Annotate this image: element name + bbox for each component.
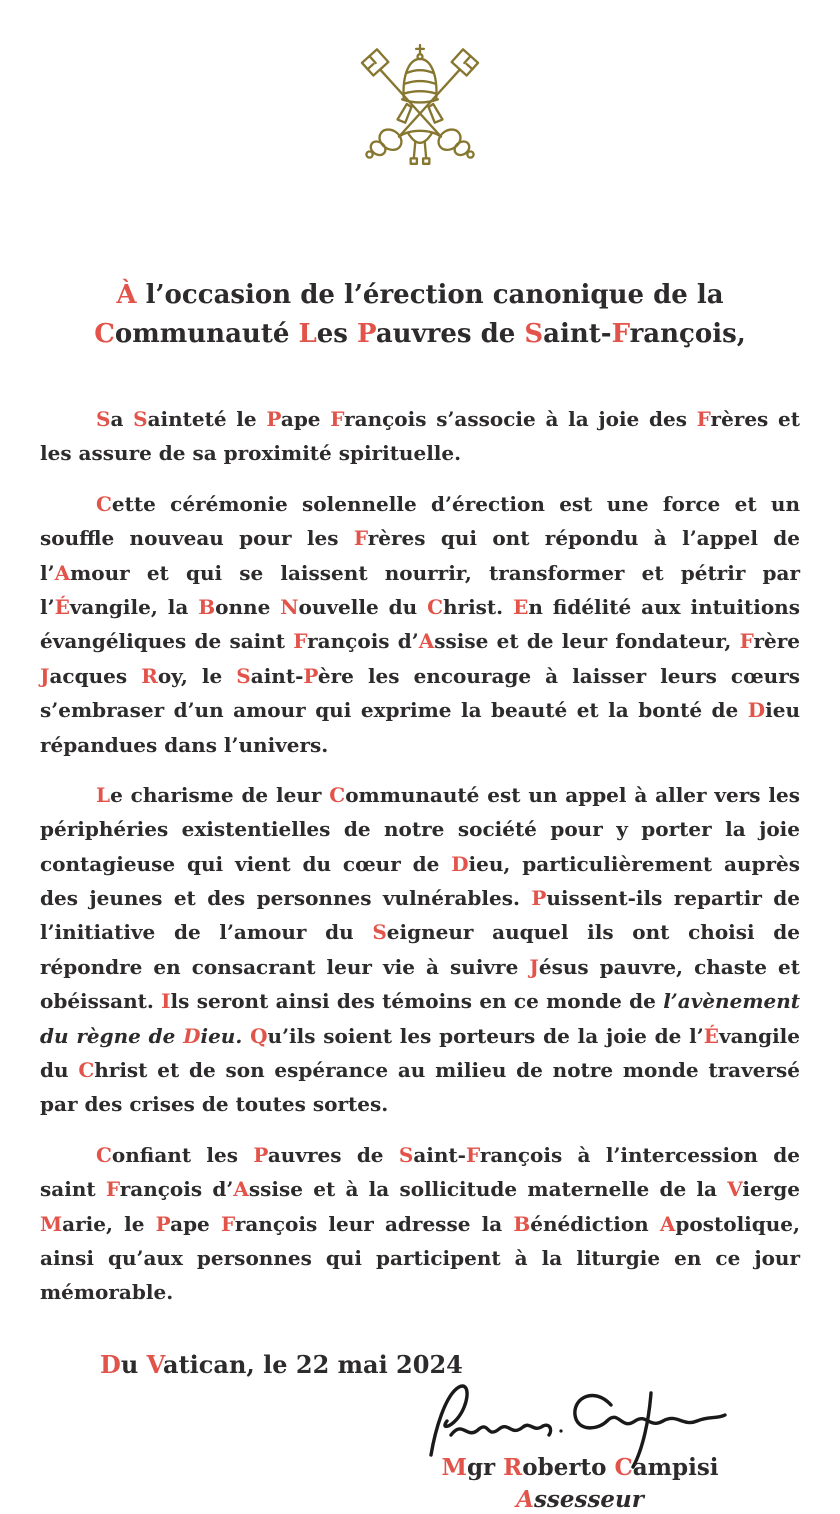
letter-title: À l’occasion de l’érection canonique de la Communauté Les Pauvres de Saint-François,: [94, 280, 746, 349]
letter-paragraph-3: Le charisme de leur Communauté est un appel à aller vers les périphéries existentielles de notre société pour y porter la joie contagieuse qui vient du cœur de Dieu, particulièrement auprès des jeunes et des personnes vulnérables. Puissent-ils repartir de l’initiative de l’amour du Seigneur auquel ils ont choisi de répondre en consacrant leur vie à suivre Jésus pauvre, chaste et obéissant. Ils seront ainsi des témoins en ce monde de l’avènement du règne de Dieu. Qu’ils soient les porteurs de la joie de l’Évangile du Christ et de son espérance au milieu de notre monde traversé par des crises de toutes sortes.: [40, 782, 800, 1117]
emblem-container: [0, 0, 840, 172]
vatican-coat-of-arms-icon: [354, 36, 486, 172]
signer-role: Assesseur: [516, 1486, 644, 1514]
dateline: Du Vatican, le 22 mai 2024: [100, 1349, 463, 1379]
letter-paragraph-4: Confiant les Pauvres de Saint-François à l’intercession de saint François d’Assise et à la sollicitude maternelle de la Vierge Marie, le Pape François leur adresse la Bénédiction Apostolique, ainsi qu’aux personnes qui participent à la liturgie en ce jour mémorable.: [40, 1142, 800, 1305]
letter-paragraph-2: Cette cérémonie solennelle d’érection est une force et un souffle nouveau pour les Frères qui ont répondu à l’appel de l’Amour et qui se laissent nourrir, transformer et pétrir par l’Évangile, la Bonne Nouvelle du Christ. En fidélité aux intuitions évangéliques de saint François d’Assise et de leur fondateur, Frère Jacques Roy, le Saint-Père les encourage à laisser leurs cœurs s’embraser d’un amour qui exprime la beauté et la bonté de Dieu répandues dans l’univers.: [40, 491, 801, 757]
signer-name: Mgr Roberto Campisi: [441, 1453, 719, 1481]
letter-paragraph-1: Sa Sainteté le Pape François s’associe à la joie des Frères et les assure de sa proximité spirituelle.: [40, 407, 800, 466]
signature-block: [390, 1379, 770, 1514]
letter-body: [0, 402, 840, 1310]
